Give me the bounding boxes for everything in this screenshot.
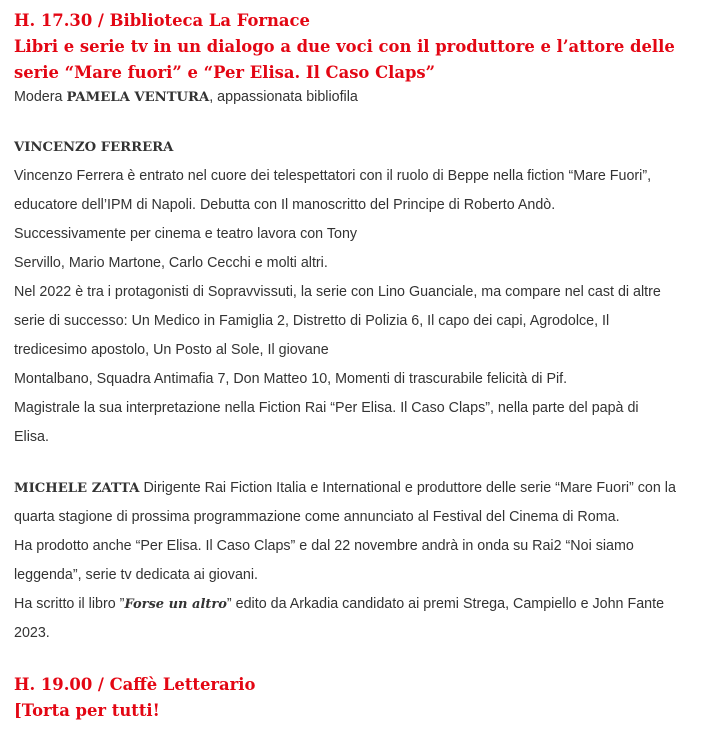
moderator-line	[14, 86, 704, 109]
ferrera-bio-line: Servillo, Mario Martone, Carlo Cecchi e molti altri.	[14, 255, 328, 271]
moderator-prefix: Modera	[14, 89, 67, 105]
book-title: Forse un altro	[124, 597, 227, 612]
ferrera-name-line	[14, 133, 704, 162]
event2-time-place: H. 19.00 / Caffè Letterario	[14, 675, 256, 694]
zatta-first-line-rest: Dirigente Rai Fiction Italia e International e produttore delle serie “Mare Fuori” con la	[139, 480, 676, 496]
event1-time-place: H. 17.30 / Biblioteca La Fornace	[14, 11, 310, 30]
book-prefix: Ha scritto il libro ”	[14, 596, 125, 612]
zatta-name: MICHELE ZATTA	[14, 481, 140, 496]
ferrera-bio-line: Montalbano, Squadra Antimafia 7, Don Matteo 10, Momenti di trascurabile felicità di Pif.	[14, 371, 568, 387]
zatta-bio-line: quarta stagione di prossima programmazione come annunciato al Festival del Cinema di Roma.	[14, 509, 620, 525]
zatta-bio-line: 2023.	[14, 625, 50, 641]
ferrera-bio-line: Elisa.	[14, 429, 49, 445]
ferrera-bio-line: Magistrale la sua interpretazione nella Fiction Rai “Per Elisa. Il Caso Claps”, nella parte del papà di	[14, 400, 639, 416]
zatta-book-line	[14, 590, 704, 619]
ferrera-bio-line: tredicesimo apostolo, Un Posto al Sole, Il giovane	[14, 342, 329, 358]
ferrera-bio	[14, 162, 704, 452]
event1-title-line-2: serie “Mare fuori” e “Per Elisa. Il Caso Claps”	[14, 63, 436, 82]
ferrera-bio-line: Vincenzo Ferrera è entrato nel cuore dei telespettatori con il ruolo di Beppe nella fiction “Mare Fuori”,	[14, 168, 652, 184]
moderator-name: PAMELA VENTURA	[66, 90, 210, 105]
zatta-bio-line-1	[14, 474, 704, 503]
ferrera-bio-line: educatore dell’IPM di Napoli. Debutta con Il manoscritto del Principe di Roberto Andò.	[14, 197, 556, 213]
ferrera-name: VINCENZO FERRERA	[14, 140, 174, 155]
ferrera-bio-line: Successivamente per cinema e teatro lavora con Tony	[14, 226, 358, 242]
event2-note: [Torta per tutti!	[14, 701, 160, 720]
moderator-suffix: , appassionata bibliofila	[209, 89, 358, 105]
event1-title-line-1: Libri e serie tv in un dialogo a due voci con il produttore e l’attore delle	[14, 37, 675, 56]
event-listing	[14, 8, 704, 724]
ferrera-bio-line: serie di successo: Un Medico in Famiglia 2, Distretto di Polizia 6, Il capo dei capi, Agrodolce, Il	[14, 313, 610, 329]
zatta-bio	[14, 474, 704, 648]
zatta-bio-line: leggenda”, serie tv dedicata ai giovani.	[14, 567, 258, 583]
book-suffix: ” edito da Arkadia candidato ai premi Strega, Campiello e John Fante	[226, 596, 665, 612]
zatta-bio-line: Ha prodotto anche “Per Elisa. Il Caso Claps” e dal 22 novembre andrà in onda su Rai2 “Noi siamo	[14, 538, 634, 554]
ferrera-bio-line: Nel 2022 è tra i protagonisti di Sopravvissuti, la serie con Lino Guanciale, ma compare nel cast di altre	[14, 284, 661, 300]
